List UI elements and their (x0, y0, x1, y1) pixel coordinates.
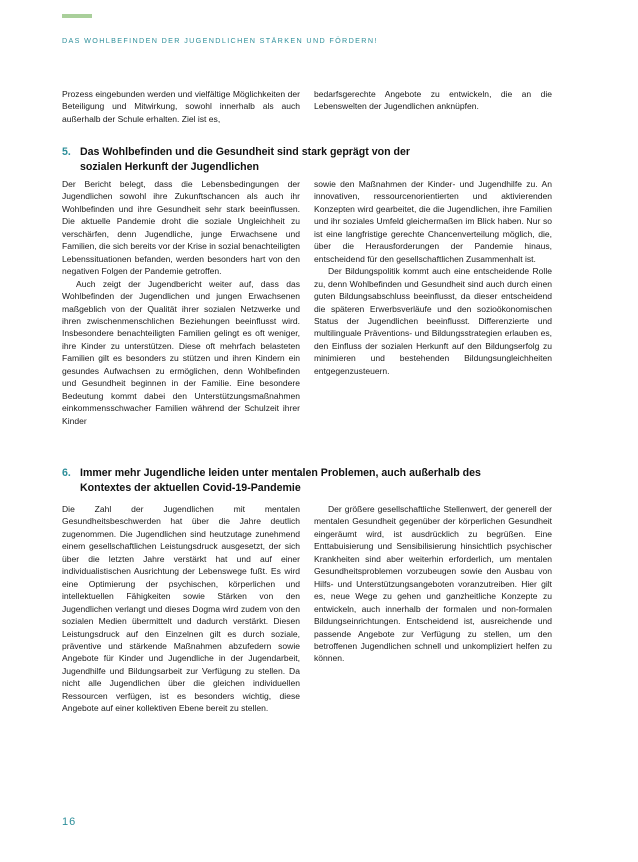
section-5-title-line1: Das Wohlbefinden und die Gesundheit sind stark geprägt von der (80, 146, 411, 158)
section-6-right-paragraph-1: Der größere gesellschaftliche Stellenwert, der generell der mentalen Gesundheit gegenüber der körperlichen Gesundheit eingeräumt wird, ist ausdrücklich zu begrüßen. Eine Enttabuisierung und Sensibilisierung hinsichtlich psychischer Krankheiten sind aber weiterhin erforderlich, um mentalen Gesundheitsproblemen vorzubeugen sowie den Ausbau von Hilfs- und Unterstützungsangeboten voranzutreiben. Hier gilt es, neue Wege zu gehen und ganzheitliche Konzepte zu entwickeln, auch innerhalb der formalen und non-formalen Bildungseinrichtungen. Entscheidend ist, ausreichende und passende Angebote zur Verfügung zu stellen, um den betroffenen Jugendlichen schnell und unkompliziert helfen zu können. (314, 504, 552, 664)
section-6-title-line2: Kontextes der aktuellen Covid-19-Pandemie (80, 481, 301, 494)
page-number: 16 (62, 816, 77, 828)
section-5-right-paragraph-1: sowie den Maßnahmen der Kinder- und Jugendhilfe zu. An innovativen, ressourcenorientierten und aktivierenden Konzepten wird gearbeitet, die die Jugendlichen, ihre Familien und ihr soziales Umfeld gleichermaßen im Blick haben. Nur so ist eine langfristige gerechte Chancenverteilung möglich, die, über die Herausforderungen der Pandemie hinaus, entscheidend für den gesellschaftlichen Zusammenhalt ist. (314, 179, 552, 264)
intro-left-text: Prozess eingebunden werden und vielfältige Möglichkeiten der Beteiligung und Mitwirkung, sowohl innerhalb als auch außerhalb der Schule erhalten. Ziel ist es, (62, 89, 300, 124)
section-5-number: 5. (62, 146, 71, 158)
section-6-right-column (314, 503, 552, 665)
section-5-left-paragraph-2: Auch zeigt der Jugendbericht weiter auf, dass das Wohlbefinden der Jugendlichen und jungen Erwachsenen maßgeblich von der Qualität ihrer sozialen Netzwerke und ihren zwischenmenschlichen Beziehungen beeinflusst wird. Insbesondere benachteiligten Familien gelingt es oft weniger, ihre Kinder zu unterstützen. Diese oft mehrfach belasteten Familien gilt es besonders zu stützen und ihren Kindern ein gesundes Aufwachsen zu ermöglichen, denn Wohlbefinden und Gesundheit beginnen in der Familie. Eine besondere Bedeutung kommt dabei den Unterstützungsmaßnahmen einkommensschwacher Familien während der Schulzeit ihrer Kinder (62, 278, 300, 426)
section-5-heading (62, 145, 562, 174)
section-5-left-paragraph-1: Der Bericht belegt, dass die Lebensbedingungen der Jugendlichen sowohl ihre Zukunftschancen als auch ihr Wohlbefinden und ihre Gesundheit sehr stark beeinflussen. Die aktuelle Pandemie droht die soziale Ungleichheit zu verschärfen, denn Jugendliche, junge Erwachsene und Familien, die sich bereits vor der Krise in sozial benachteiligten Lebenssituationen befanden, werden besonders hart von den negativen Folgen der Pandemie getroffen. (62, 179, 301, 277)
intro-right-column (314, 88, 552, 113)
section-6-left-column (62, 503, 300, 715)
section-6-left-paragraph-1: Die Zahl der Jugendlichen mit mentalen Gesundheitsbeschwerden hat über die Jahre deutlich zugenommen. Die Jugendlichen sind heutzutage zunehmend einem gesellschaftlichen Leistungsdruck ausgesetzt, der sich über die letzten Jahre verstärkt hat und auf einer individualistischen Ausrichtung der Lebenswege fußt. Es wird eine Optimierung der psychischen, körperlichen und intellektuellen Fähigkeiten sowie Stärken von den Jugendlichen verlangt und dieses Dogma wird zudem von den sozialen Medien übermittelt und dadurch verstärkt. Diesen Leistungsdruck auf den Einzelnen gilt es durch soziale, präventive und stärkende Maßnahmen abzufedern sowie Angebote für Kinder und Jugendliche in der Jugendarbeit, Jugendhilfe und Bildungsarbeit zur Verfügung zu stellen. Da nicht alle Jugendlichen über die gleichen individuellen Ressourcen verfügen, ist es besonders wichtig, diese Angebote auf einer kollektiven Ebene bereit zu stellen. (62, 504, 300, 714)
header-accent-bar (62, 14, 92, 18)
intro-left-column (62, 88, 300, 125)
section-6-title-line1: Immer mehr Jugendliche leiden unter mentalen Problemen, auch außerhalb des (80, 467, 481, 479)
section-6-number: 6. (62, 467, 71, 479)
section-5-right-paragraph-2: Der Bildungspolitik kommt auch eine entscheidende Rolle zu, denn Wohlbefinden und Gesundheit sind auch durch einen guten Bildungsabschluss beeinflusst, da dieser entscheidend die späteren Erwerbsverläufe und den sozioökonomischen Status der Jugendlichen beeinflusst. Differenzierte und multilinguale Präventions- und Bildungsstrategien erlauben es, den Einfluss der sozialen Herkunft auf den Bildungserfolg zu minimieren und bestehenden Bildungsungleichheiten entgegenzusteuern. (314, 266, 552, 376)
section-5-right-column (314, 178, 552, 377)
section-5-left-column (62, 178, 300, 427)
intro-right-text: bedarfsgerechte Angebote zu entwickeln, die an die Lebenswelten der Jugendlichen anknüpfen. (314, 89, 552, 112)
section-6-heading (62, 466, 562, 495)
section-5-title-line2: sozialen Herkunft der Jugendlichen (80, 160, 259, 173)
running-head: DAS WOHLBEFINDEN DER JUGENDLICHEN STÄRKEN UND FÖRDERN! (62, 36, 378, 45)
